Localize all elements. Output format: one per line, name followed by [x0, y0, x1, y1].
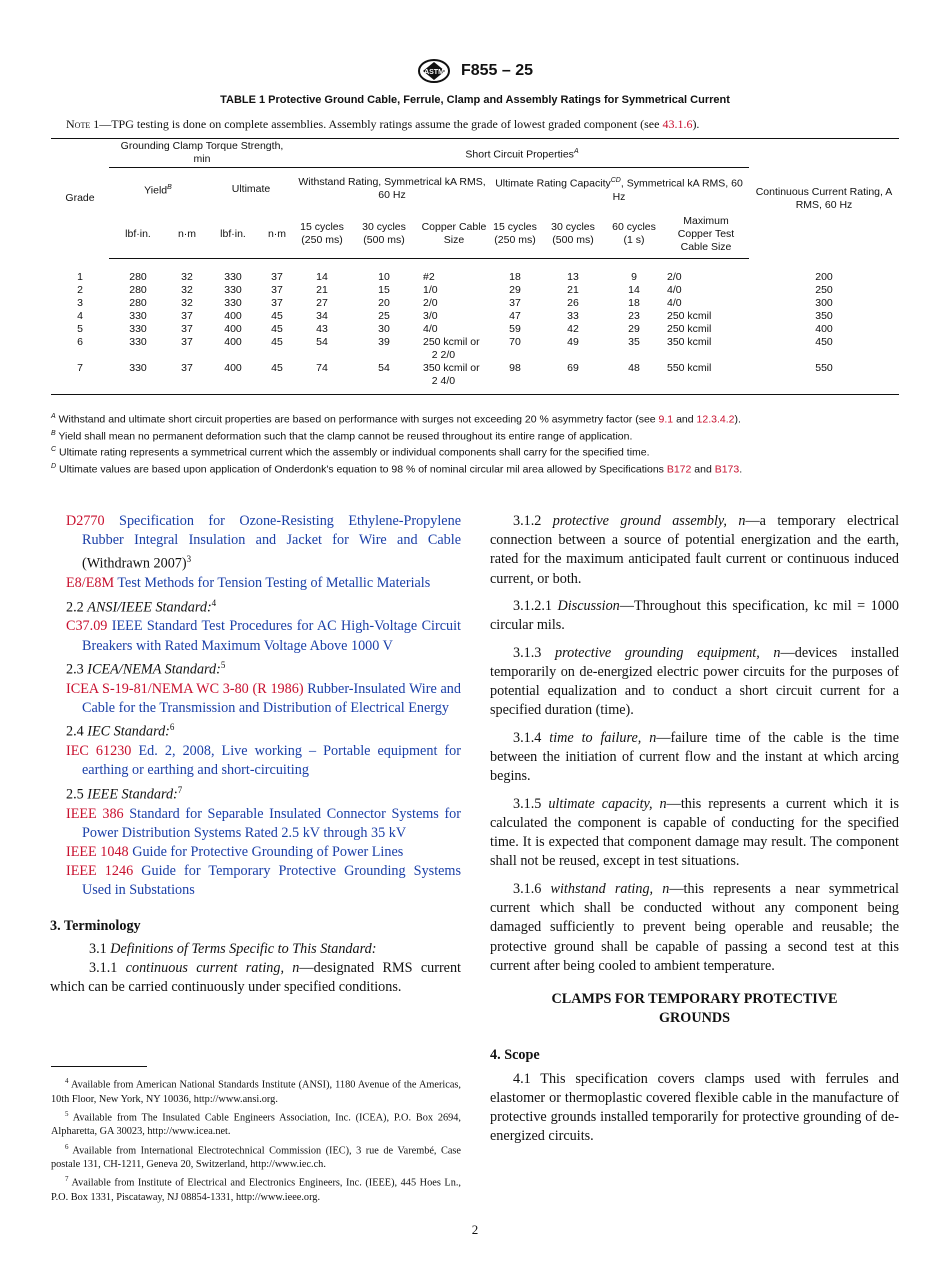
cell: 37 — [167, 362, 207, 395]
cell: 280 — [129, 284, 147, 296]
header-ultimate-15: 15 cycles (250 ms) — [489, 210, 541, 259]
cell: 250 kcmil or 2 2/0 — [423, 336, 480, 361]
cell: 37 — [271, 284, 283, 296]
cell: 98 — [489, 362, 541, 395]
cell: 330 — [109, 362, 167, 395]
cell: 21 — [316, 284, 328, 296]
table-footnote-d: $^D$ Ultimate values are based upon application of Onderdonk's equation to 98 % of nominal circular mil area allowed by Specifications B172 and B173. — [51, 462, 743, 475]
left-column — [50, 512, 461, 1006]
cell: 350 kcmil or 2 4/0 — [419, 362, 489, 395]
footnote-5: $^5$ Available from The Insulated Cable Engineers Association, Inc. (ICEA), P.O. Box 2694, Alpharetta, GA 30023, http://www.icea.net. — [51, 1109, 461, 1138]
footnote-4: $^4$ Available from American National Standards Institute (ANSI), 1180 Avenue of the Americas, 10th Floor, New York, NY 10036, http://www.ansi.org. — [51, 1077, 461, 1105]
header-ultimate: Ultimate — [231, 182, 271, 195]
cell: 4/0 — [667, 297, 682, 309]
cell: 400 — [224, 336, 242, 348]
document-id: F855 – 25 — [460, 62, 534, 79]
paragraph-3-1-2-1: 3.1.2.1 Discussion—Throughout this specification, kc mil = 1000 circular mils. — [490, 598, 900, 634]
cell: 32 — [181, 271, 193, 283]
cell-grade: 2 — [77, 284, 83, 296]
cell: 14 — [316, 271, 328, 283]
reference-iec — [66, 742, 461, 780]
cell: 450 — [815, 336, 833, 348]
paragraph-3-1-3: 3.1.3 protective grounding equipment, n—devices installed temporarily on de-energized electric power circuits for the purposes of potential equalization and to conduct a short circuit current for a specified duration (time). — [490, 644, 899, 719]
table-footnote-a: $^A$ Withstand and ultimate short circuit properties are based on performance with surges not exceeding 20 % asymmetry factor (see 9.1 and 12.3.4.2). — [51, 413, 741, 426]
table-title: TABLE 1 Protective Ground Cable, Ferrule, Clamp and Assembly Ratings for Symmetrical Current — [220, 94, 730, 106]
cell: 35 — [628, 336, 640, 348]
header-lbf-in: lbf·in. — [109, 210, 167, 259]
cell: 13 — [567, 271, 579, 283]
cell-grade: 3 — [77, 297, 83, 309]
header-max-copper: Maximum Copper Test Cable Size — [663, 210, 749, 259]
section-heading-scope: 4. Scope — [490, 1047, 540, 1064]
header-torque: Grounding Clamp Torque Strength, min — [109, 139, 295, 168]
paragraph-3-1-6: 3.1.6 withstand rating, n—this represents a near symmetrical current which shall be conducted without any component being damaged sufficiently to prevent being operable and reusable; the protective ground shall be capable of passing a second test at this current after being cooled to ambient temperature. — [490, 880, 900, 974]
header-ultimate-60: 60 cycles (1 s) — [605, 210, 663, 259]
footnote-link[interactable]: 9.1 — [658, 413, 674, 426]
cell: 2/0 — [667, 271, 682, 283]
cell: 37 — [271, 297, 283, 309]
cell: 32 — [181, 284, 193, 296]
cell: 59 — [509, 323, 521, 335]
cell: 4/0 — [667, 284, 682, 296]
table-footnotes — [51, 410, 899, 476]
cell: 32 — [181, 297, 193, 309]
paragraph-3-1-1: 3.1.1 continuous current rating, n—designated RMS current which can be carried continuously under specified conditions. — [50, 959, 461, 996]
cell: 30 — [378, 323, 390, 335]
header-lbf-in: lbf·in. — [207, 210, 259, 259]
cell: 49 — [567, 336, 579, 348]
cell: 37 — [181, 323, 193, 335]
header-nm: n·m — [167, 210, 207, 259]
svg-text:ASTM: ASTM — [424, 69, 444, 76]
cell: 33 — [567, 310, 579, 322]
cell: 25 — [378, 310, 390, 322]
table-row — [51, 362, 899, 395]
reference-title-link[interactable]: Specification for Ozone-Resisting Ethylene-Propylene Rubber Integral Insulation and Jacket for Wire and Cable — [82, 513, 461, 549]
cell: 330 — [224, 297, 242, 309]
cell: 250 kcmil — [667, 310, 712, 322]
header-withstand-30: 30 cycles (500 ms) — [349, 210, 419, 259]
section-heading-terminology: 3. Terminology — [50, 917, 141, 934]
table-row — [51, 336, 899, 362]
cell: 18 — [628, 297, 640, 309]
reference-title-link[interactable]: Standard for Separable Insulated Connector Systems for Power Distribution Systems Rated 2.5 kV through 35 kV — [82, 805, 461, 841]
cell: 23 — [628, 310, 640, 322]
table-row — [51, 323, 899, 336]
paragraph-3-1-4: 3.1.4 time to failure, n—failure time of the cable is the time between the initiation of current flow and the instant at which arcing begins. — [490, 729, 900, 785]
reference-ieee386 — [66, 805, 461, 843]
cell: 37 — [181, 310, 193, 322]
cell: 37 — [271, 271, 283, 283]
table-row — [51, 284, 899, 297]
ratings-table — [51, 138, 899, 395]
reference-d2770: D2770 Specification for Ozone-Resisting Ethylene-Propylene Rubber Integral Insulation and Jacket for Wire and Cable (Withdrawn 2007)$^3$ — [66, 513, 461, 573]
cell: 250 kcmil — [667, 323, 712, 335]
reference-code-link[interactable]: C37.09 — [66, 618, 108, 635]
astm-logo-icon — [417, 58, 451, 84]
cell: 280 — [129, 297, 147, 309]
cell: 350 kcmil — [667, 336, 712, 348]
cell: 21 — [567, 284, 579, 296]
cell: 300 — [815, 297, 833, 309]
reference-title-link[interactable]: Guide for Temporary Protective Grounding Systems Used in Substations — [82, 863, 461, 899]
cell: 74 — [295, 362, 349, 395]
table-row — [51, 310, 899, 323]
table-footnote-c: $^C$ Ultimate rating represents a symmetrical current which the assembly or individual components shall carry for the specified time. — [51, 446, 650, 459]
header-grade: Grade — [51, 139, 109, 259]
paragraph-3-1-2: 3.1.2 protective ground assembly, n—a temporary electrical connection between a source of potential energization and the earth, rated for the maximum anticipated fault current or continuous induced current, or both. — [490, 513, 900, 587]
subheading-2-4: 2.4 IEC Standard:$^6$ — [66, 722, 175, 740]
cell: 27 — [316, 297, 328, 309]
reference-code-link[interactable]: ICEA S-19-81/NEMA WC 3-80 (R 1986) — [66, 680, 304, 697]
cell: 37 — [509, 297, 521, 309]
cell: 14 — [628, 284, 640, 296]
paragraph-3-1-5: 3.1.5 ultimate capacity, n—this represents a current which it is calculated the component is capable of conducting for the specified time. It is expected that component damage may result. The component shall not be reused, except in test situations. — [490, 795, 900, 870]
paragraph-4-1: 4.1 This specification covers clamps used with ferrules and elastomer or thermoplastic covered flexible cable in the manufacture of protective grounds installed temporarily for protective grounding of de-energized circuits. — [490, 1070, 899, 1145]
cell: 2/0 — [423, 297, 438, 309]
cell: 4/0 — [423, 323, 438, 335]
cell: 20 — [378, 297, 390, 309]
cell-grade: 6 — [77, 336, 83, 348]
cell: 330 — [224, 271, 242, 283]
cell-grade: 7 — [51, 362, 109, 395]
cell: 34 — [316, 310, 328, 322]
page-footnotes — [51, 1074, 461, 1205]
cell: 54 — [349, 362, 419, 395]
page-header — [0, 58, 950, 82]
reference-title-link[interactable]: Ed. 2, 2008, Live working – Portable equipment for earthing or earthing and short-circuiting — [82, 743, 461, 779]
cell: 45 — [271, 310, 283, 322]
cell: 250 — [815, 284, 833, 296]
footnote-6: $^6$ Available from International Electrotechnical Commission (IEC), 3 rue de Varembé, Case postale 131, CH-1211, Geneva 20, Switzerland, http://www.iec.ch. — [51, 1142, 461, 1171]
header-withstand: Withstand Rating, Symmetrical kA RMS, 60 Hz — [298, 176, 486, 201]
cell: 48 — [605, 362, 663, 395]
header-short-circuit: Short Circuit Properties$^A$ — [295, 139, 749, 168]
cell: 400 — [224, 310, 242, 322]
reference-code-link[interactable]: IEC 61230 — [66, 743, 132, 760]
cell: 350 — [815, 310, 833, 322]
reference-title-link[interactable]: Test Methods for Tension Testing of Metallic Materials — [114, 575, 431, 592]
header-withstand-15: 15 cycles (250 ms) — [295, 210, 349, 259]
cell-grade: 1 — [77, 270, 83, 283]
clamps-heading: CLAMPS FOR TEMPORARY PROTECTIVE GROUNDS — [551, 990, 838, 1027]
note-end: ). — [692, 117, 700, 131]
reference-ieee1048 — [66, 843, 461, 862]
header-ultimate-rating: Ultimate Rating Capacity$^{CD}$, Symmetrical kA RMS, 60 Hz — [495, 177, 743, 203]
subheading-2-5: 2.5 IEEE Standard:$^7$ — [66, 784, 183, 803]
cell: 10 — [378, 271, 390, 283]
header-yield: Yield$^B$ — [144, 183, 172, 197]
cell: 69 — [541, 362, 605, 395]
cell: 330 — [129, 310, 147, 322]
reference-ieee1246 — [66, 862, 461, 900]
cell: 43 — [316, 323, 328, 335]
cell: 3/0 — [423, 310, 438, 322]
cell: 54 — [316, 336, 328, 348]
cell: 45 — [271, 323, 283, 335]
reference-code-link[interactable]: D2770 — [66, 513, 105, 529]
footnote-link[interactable]: B173 — [714, 463, 740, 475]
cell: 39 — [378, 336, 390, 348]
cell: 400 — [224, 323, 242, 335]
cell: 1/0 — [423, 284, 438, 296]
footnote-7: $^7$ Available from Institute of Electrical and Electronics Engineers, Inc. (IEEE), 445 Hoes Ln., P.O. Box 1331, Piscataway, NJ 08854-1331, http://www.ieee.org. — [51, 1175, 461, 1204]
reference-code-link[interactable]: IEEE 1246 — [66, 863, 134, 880]
cell: 550 — [749, 362, 899, 395]
reference-title-link[interactable]: Rubber-Insulated Wire and Cable for the Transmission and Distribution of Electrical Energy — [82, 680, 461, 717]
cell: 330 — [129, 323, 147, 335]
reference-title-link[interactable]: Guide for Protective Grounding of Power Lines — [128, 843, 404, 860]
subheading-2-3: 2.3 ICEA/NEMA Standard:$^5$ — [66, 659, 226, 678]
cell: 45 — [271, 336, 283, 348]
cell: #2 — [423, 271, 435, 283]
paragraph-3-1: 3.1 Definitions of Terms Specific to This Standard: — [89, 940, 377, 957]
footnote-link[interactable]: 12.3.4.2 — [696, 413, 735, 426]
page-number: 2 — [471, 1222, 479, 1237]
header-ultimate-30: 30 cycles (500 ms) — [541, 210, 605, 259]
reference-icea — [66, 680, 461, 718]
table-note — [66, 117, 906, 132]
cell: 200 — [815, 270, 833, 283]
header-copper: Copper Cable Size — [419, 210, 489, 259]
cell: 42 — [567, 323, 579, 335]
reference-code-link[interactable]: IEEE 386 — [66, 805, 124, 822]
cell: 29 — [628, 323, 640, 335]
header-continuous: Continuous Current Rating, A RMS, 60 Hz — [749, 139, 899, 259]
reference-e8 — [66, 574, 461, 593]
cell-grade: 5 — [77, 323, 83, 335]
reference-title-link[interactable]: IEEE Standard Test Procedures for AC High-Voltage Circuit Breakers with Rated Maximum Voltage Above 1000 V — [82, 618, 461, 654]
cell: 37 — [181, 336, 193, 348]
cell: 280 — [129, 271, 147, 283]
cell: 400 — [207, 362, 259, 395]
cell: 9 — [631, 271, 637, 283]
table-row — [51, 297, 899, 310]
cell: 330 — [224, 284, 242, 296]
subheading-2-2: 2.2 ANSI/IEEE Standard:$^4$ — [66, 597, 217, 616]
footnote-divider — [51, 1066, 147, 1067]
cell: 29 — [509, 284, 521, 296]
note-text: —TPG testing is done on complete assemblies. Assembly ratings assume the grade of lowest graded component (see — [99, 117, 663, 131]
cell-grade: 4 — [77, 310, 83, 322]
reference-c37 — [66, 617, 461, 655]
reference-code-link[interactable]: E8/E8M — [66, 575, 115, 592]
header-nm: n·m — [259, 210, 295, 259]
note-link[interactable]: 43.1.6 — [662, 117, 693, 131]
reference-code-link[interactable]: IEEE 1048 — [66, 843, 129, 860]
right-column — [490, 512, 899, 1155]
cell: 70 — [509, 336, 521, 348]
cell: 18 — [509, 271, 521, 283]
cell: 550 kcmil — [663, 362, 749, 395]
cell: 330 — [129, 336, 147, 348]
cell: 400 — [815, 323, 833, 335]
footnote-link[interactable]: B172 — [666, 463, 692, 475]
table-row — [51, 259, 899, 285]
table-footnote-b: $^B$ Yield shall mean no permanent deformation such that the clamp cannot be reused throughout its entire range of application. — [51, 429, 633, 442]
cell: 47 — [509, 310, 521, 322]
note-prefix: Note 1 — [66, 117, 100, 131]
cell: 45 — [259, 362, 295, 395]
cell: 26 — [567, 297, 579, 309]
cell: 15 — [378, 284, 390, 296]
